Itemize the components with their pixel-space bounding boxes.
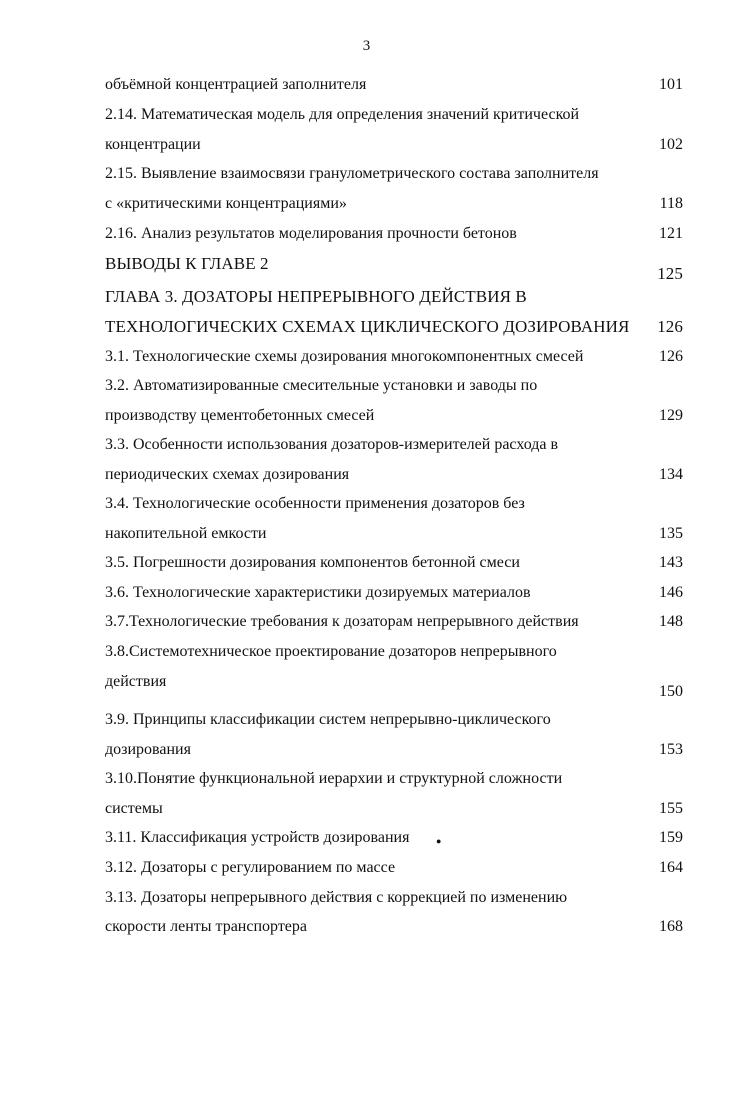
toc-entry-text: ТЕХНОЛОГИЧЕСКИХ СХЕМАХ ЦИКЛИЧЕСКОГО ДОЗИРОВАНИЯ — [105, 317, 630, 336]
toc-page-number: 102 — [659, 136, 683, 153]
toc-entry-text: ГЛАВА 3. ДОЗАТОРЫ НЕПРЕРЫВНОГО ДЕЙСТВИЯ В — [105, 287, 527, 306]
toc-entry-text: 3.4. Технологические особенности применения дозаторов без — [105, 495, 525, 512]
toc-page-number: 134 — [659, 466, 683, 483]
toc-entry-text: 3.6. Технологические характеристики дозируемых материалов — [105, 584, 531, 601]
toc-entry-text: периодических схемах дозирования — [105, 466, 350, 483]
toc-entry-text: скорости ленты транспортера — [105, 918, 308, 935]
toc-entry-text: 2.15. Выявление взаимосвязи гранулометрического состава заполнителя — [105, 165, 599, 182]
toc-entry-text: 3.8.Системотехническое проектирование дозаторов непрерывного — [105, 643, 557, 660]
toc-entry-text: ВЫВОДЫ К ГЛАВЕ 2 — [105, 254, 269, 273]
toc-entry-text: 3.5. Погрешности дозирования компонентов бетонной смеси — [105, 554, 520, 571]
toc-entry-text: 3.7.Технологические требования к дозаторам непрерывного действия — [105, 613, 579, 630]
toc-entry-text: 2.14. Математическая модель для определения значений критической — [105, 106, 580, 123]
toc-page-number: 153 — [659, 741, 683, 758]
toc-page-number: 159 — [659, 829, 683, 846]
toc-page-number: 126 — [657, 317, 683, 336]
toc-page-number: 126 — [659, 348, 683, 365]
toc-page-number: 148 — [659, 613, 683, 630]
toc-page-number: 121 — [659, 225, 683, 242]
toc-page-number: 168 — [659, 918, 683, 935]
toc-entry-text: 3.2. Автоматизированные смесительные установки и заводы по — [105, 377, 538, 394]
ink-dot-mark: ● — [436, 836, 442, 846]
toc-page-number: 150 — [659, 683, 683, 700]
toc-page-number: 164 — [659, 859, 683, 876]
toc-page-number: 143 — [659, 554, 683, 571]
toc-entry-text: накопительной емкости — [105, 525, 267, 542]
toc-entry-text: объёмной концентрацией заполнителя — [105, 76, 367, 93]
toc-entry-text: производству цементобетонных смесей — [105, 407, 375, 424]
toc-entry-text: 3.12. Дозаторы с регулированием по массе — [105, 859, 396, 876]
toc-page-number: 118 — [659, 195, 683, 212]
toc-page-number: 125 — [657, 264, 683, 283]
toc-entry-text: 3.9. Принципы классификации систем непрерывно-циклического — [105, 711, 551, 728]
toc-entry-text: концентрации — [105, 136, 201, 153]
toc-page-number: 129 — [659, 407, 683, 424]
toc-entry-text: системы — [105, 800, 163, 817]
toc-page-number: 135 — [659, 525, 683, 542]
toc-entry-text: 3.13. Дозаторы непрерывного действия с коррекцией по изменению — [105, 889, 568, 906]
toc-page-number: 146 — [659, 584, 683, 601]
toc-entry-text: 3.1. Технологические схемы дозирования многокомпонентных смесей — [105, 348, 584, 365]
toc-page-number: 101 — [659, 76, 683, 93]
toc-page-number: 155 — [659, 800, 683, 817]
toc-entry-text: дозирования — [105, 741, 191, 758]
toc-entry-text: 3.10.Понятие функциональной иерархии и структурной сложности — [105, 770, 563, 787]
toc-entry-text: 3.3. Особенности использования дозаторов-измерителей расхода в — [105, 436, 559, 453]
page-number: 3 — [362, 38, 371, 54]
toc-entry-text: действия — [105, 673, 167, 690]
toc-entry-text: с «критическими концентрациями» — [105, 195, 347, 212]
toc-entry-text: 2.16. Анализ результатов моделирования прочности бетонов — [105, 225, 517, 242]
toc-entry-text: 3.11. Классификация устройств дозирования — [105, 829, 410, 846]
